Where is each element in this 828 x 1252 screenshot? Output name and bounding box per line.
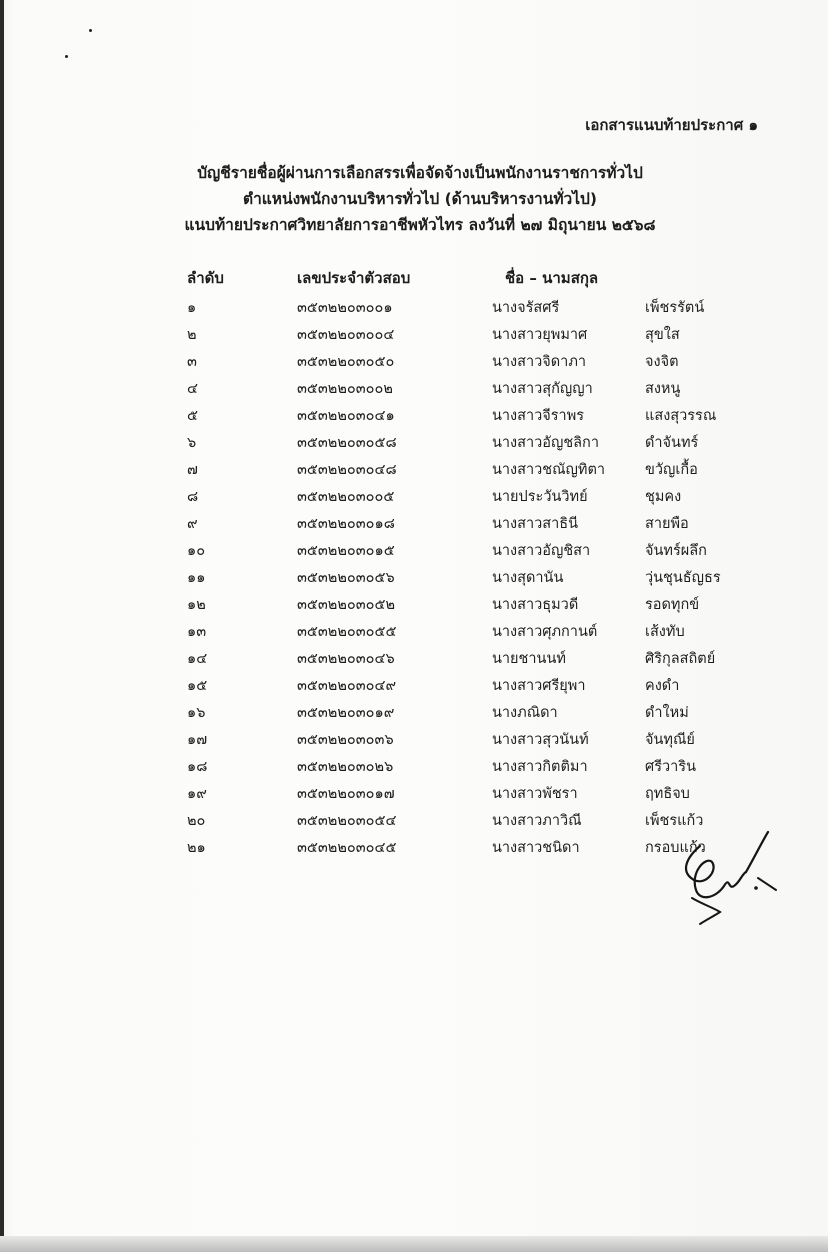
row-number: ๕	[187, 408, 198, 424]
row-first-name: นางสุดานัน	[492, 570, 564, 586]
row-last-name: สายพือ	[645, 516, 689, 532]
row-last-name: รอดทุกข์	[645, 597, 700, 613]
row-number: ๔	[187, 381, 198, 397]
row-exam-id: ๓๕๓๒๒๐๓๐๔๖	[297, 651, 395, 667]
row-last-name: เส้งทับ	[645, 624, 685, 640]
row-number: ๙	[187, 516, 198, 532]
row-first-name: นางสาวพัชรา	[492, 786, 578, 802]
header-no: ลำดับ	[187, 269, 224, 287]
table-row	[0, 296, 828, 323]
row-last-name: ดำจันทร์	[645, 435, 699, 451]
row-exam-id: ๓๕๓๒๒๐๓๐๒๖	[297, 759, 394, 775]
row-number: ๑	[187, 300, 197, 316]
row-exam-id: ๓๕๓๒๒๐๓๐๑๗	[297, 786, 395, 802]
title-line-1: บัญชีรายชื่อผู้ผ่านการเลือกสรรเพื่อจัดจ้างเป็นพนักงานราชการทั่วไป	[197, 164, 643, 182]
row-number: ๗	[187, 462, 198, 478]
table-row	[0, 566, 828, 593]
scan-speck	[65, 55, 68, 58]
row-number: ๑๘	[187, 759, 208, 775]
row-exam-id: ๓๕๓๒๒๐๓๐๔๘	[297, 462, 397, 478]
table-row	[0, 755, 828, 782]
row-first-name: นางสาวจิดาภา	[492, 354, 587, 370]
row-number: ๒	[187, 327, 197, 343]
row-number: ๖	[187, 435, 197, 451]
row-first-name: นางสาวยุพมาศ	[492, 327, 588, 343]
row-first-name: นางจรัสศรี	[492, 300, 560, 316]
table-row	[0, 431, 828, 458]
title-line-3: แนบท้ายประกาศวิทยาลัยการอาชีพหัวไทร ลงวันที่ ๒๗ มิถุนายน ๒๕๖๘	[184, 216, 656, 234]
row-last-name: ชุมคง	[645, 489, 682, 505]
row-first-name: นางสาวชณัญทิตา	[492, 462, 606, 478]
attachment-label: เอกสารแนบท้ายประกาศ ๑	[585, 116, 758, 134]
row-exam-id: ๓๕๓๒๒๐๓๐๕๐	[297, 354, 395, 370]
row-last-name: ขวัญเกื้อ	[645, 462, 698, 478]
row-exam-id: ๓๕๓๒๒๐๓๐๕๔	[297, 813, 397, 829]
row-last-name: เพ็ชรรัตน์	[645, 300, 705, 316]
row-last-name: ศิริกุลสถิตย์	[645, 651, 716, 667]
row-last-name: สุขใส	[645, 327, 680, 343]
row-number: ๑๑	[187, 570, 206, 586]
table-row	[0, 620, 828, 647]
row-exam-id: ๓๕๓๒๒๐๓๐๑๘	[297, 516, 395, 532]
row-last-name: สงหนู	[645, 381, 681, 397]
table-row	[0, 404, 828, 431]
row-number: ๑๒	[187, 597, 206, 613]
row-last-name: ฤทธิจบ	[645, 786, 690, 802]
header-name: ชื่อ – นามสกุล	[505, 269, 599, 287]
row-number: ๑๕	[187, 678, 208, 694]
row-exam-id: ๓๕๓๒๒๐๓๐๐๔	[297, 327, 395, 343]
row-number: ๘	[187, 489, 199, 505]
table-row	[0, 512, 828, 539]
table-row	[0, 674, 828, 701]
row-last-name: เพ็ชรแก้ว	[645, 813, 704, 829]
row-first-name: นางสาวศรียุพา	[492, 678, 586, 694]
candidate-list	[0, 296, 828, 863]
row-last-name: ดำใหม่	[645, 705, 689, 721]
title-line-2: ตำแหน่งพนักงานบริหารทั่วไป (ด้านบริหารงานทั่วไป)	[243, 190, 597, 208]
row-first-name: นางสาวอัญชลิกา	[492, 435, 599, 451]
table-row	[0, 728, 828, 755]
scan-speck	[89, 29, 92, 32]
row-number: ๑๐	[187, 543, 206, 559]
row-first-name: นางสาวจีราพร	[492, 408, 585, 424]
row-exam-id: ๓๕๓๒๒๐๓๐๐๕	[297, 489, 395, 505]
table-row	[0, 593, 828, 620]
row-exam-id: ๓๕๓๒๒๐๓๐๔๙	[297, 678, 397, 694]
row-number: ๑๖	[187, 705, 206, 721]
row-first-name: นางสาวสุกัญญา	[492, 381, 593, 397]
row-first-name: นางภณิดา	[492, 705, 558, 721]
row-exam-id: ๓๕๓๒๒๐๓๐๕๕	[297, 624, 397, 640]
table-row	[0, 350, 828, 377]
row-exam-id: ๓๕๓๒๒๐๓๐๐๒	[297, 381, 393, 397]
row-last-name: ศรีวาริน	[645, 759, 696, 775]
row-exam-id: ๓๕๓๒๒๐๓๐๑๙	[297, 705, 395, 721]
row-first-name: นางสาวสาธินี	[492, 516, 579, 532]
row-last-name: แสงสุวรรณ	[645, 408, 717, 424]
row-last-name: จงจิต	[645, 354, 679, 370]
row-last-name: คงดำ	[645, 678, 680, 694]
row-number: ๑๔	[187, 651, 208, 667]
row-exam-id: ๓๕๓๒๒๐๓๐๕๖	[297, 570, 395, 586]
row-exam-id: ๓๕๓๒๒๐๓๐๕๘	[297, 435, 397, 451]
row-first-name: นางสาวสุวนันท์	[492, 732, 589, 748]
row-exam-id: ๓๕๓๒๒๐๓๐๕๒	[297, 597, 396, 613]
row-exam-id: ๓๕๓๒๒๐๓๐๔๑	[297, 408, 395, 424]
row-number: ๒๐	[187, 813, 206, 829]
table-row	[0, 323, 828, 350]
document-title	[130, 160, 710, 238]
table-row	[0, 458, 828, 485]
row-exam-id: ๓๕๓๒๒๐๓๐๓๖	[297, 732, 394, 748]
row-number: ๑๙	[187, 786, 207, 802]
row-first-name: นางสาวภาวิณี	[492, 813, 582, 829]
row-number: ๓	[187, 354, 197, 370]
row-last-name: กรอบแก้ว	[645, 840, 706, 856]
table-row	[0, 377, 828, 404]
row-last-name: จันทร์ผลึก	[645, 543, 707, 559]
row-first-name: นางสาวกิตติมา	[492, 759, 588, 775]
row-first-name: นายประวันวิทย์	[492, 489, 588, 505]
signature	[672, 828, 780, 926]
row-number: ๑๗	[187, 732, 208, 748]
row-number: ๑๓	[187, 624, 207, 640]
row-first-name: นางสาวธุมวดี	[492, 597, 579, 613]
table-row	[0, 701, 828, 728]
header-exam-id: เลขประจำตัวสอบ	[297, 269, 411, 287]
table-row	[0, 647, 828, 674]
row-number: ๒๑	[187, 840, 206, 856]
table-row	[0, 782, 828, 809]
row-first-name: นายชานนท์	[492, 651, 566, 667]
row-first-name: นางสาวอัญชิสา	[492, 543, 591, 559]
row-first-name: นางสาวชนิดา	[492, 840, 580, 856]
table-row	[0, 485, 828, 512]
row-last-name: จันทุณีย์	[645, 732, 695, 748]
row-exam-id: ๓๕๓๒๒๐๓๐๐๑	[297, 300, 393, 316]
row-exam-id: ๓๕๓๒๒๐๓๐๑๕	[297, 543, 395, 559]
row-first-name: นางสาวศุภกานต์	[492, 624, 598, 640]
table-row	[0, 539, 828, 566]
row-exam-id: ๓๕๓๒๒๐๓๐๔๕	[297, 840, 397, 856]
row-last-name: วุ่นชุนธัญธร	[645, 570, 721, 586]
page-bottom-edge	[0, 1236, 828, 1252]
table-header	[0, 266, 828, 292]
